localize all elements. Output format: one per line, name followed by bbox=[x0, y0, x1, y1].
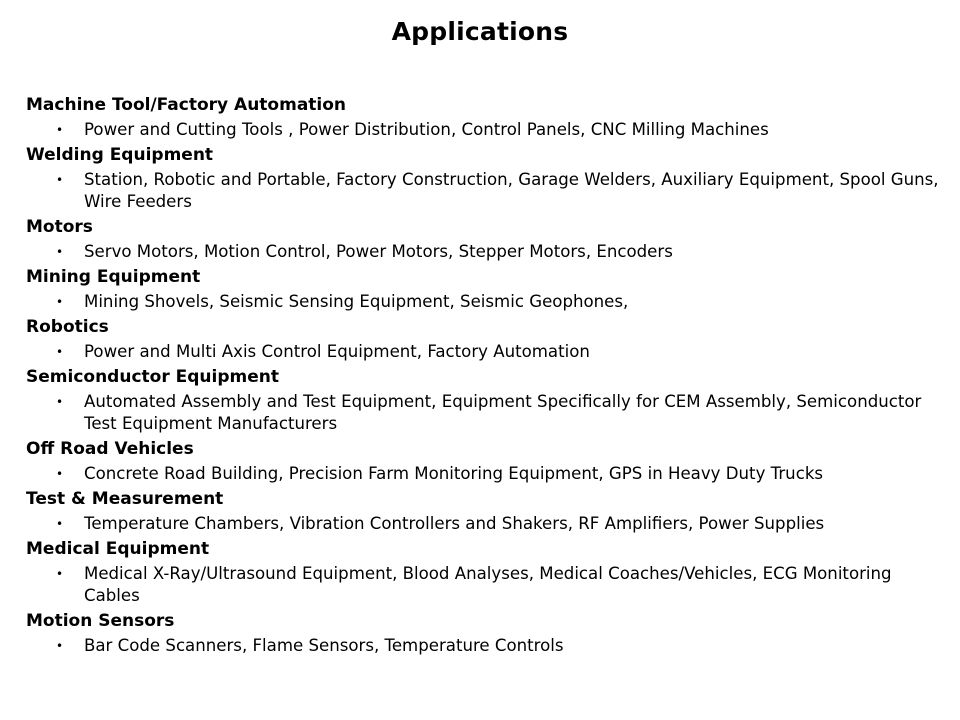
section-heading: Robotics bbox=[26, 317, 109, 337]
list-item bbox=[26, 169, 946, 213]
list-item-text: Mining Shovels, Seismic Sensing Equipment, Seismic Geophones, bbox=[84, 292, 629, 311]
bullet-list bbox=[26, 391, 946, 435]
bullet-icon: • bbox=[56, 467, 64, 481]
section-heading: Test & Measurement bbox=[26, 489, 224, 509]
bullet-icon: • bbox=[56, 395, 64, 409]
bullet-icon: • bbox=[56, 173, 64, 187]
list-item-text: Power and Cutting Tools , Power Distribution, Control Panels, CNC Milling Machines bbox=[84, 120, 769, 139]
list-item bbox=[26, 635, 946, 657]
list-item bbox=[26, 241, 946, 263]
list-item bbox=[26, 119, 946, 141]
bullet-icon: • bbox=[56, 245, 64, 259]
section-heading: Semiconductor Equipment bbox=[26, 367, 279, 387]
list-item-text: Station, Robotic and Portable, Factory Construction, Garage Welders, Auxiliary Equipment, Spool Guns, Wire Feeders bbox=[84, 170, 939, 211]
list-item bbox=[26, 463, 946, 485]
bullet-icon: • bbox=[56, 123, 64, 137]
bullet-list bbox=[26, 241, 946, 263]
list-item bbox=[26, 291, 946, 313]
page-title: Applications bbox=[391, 17, 569, 46]
list-item bbox=[26, 563, 946, 607]
bullet-icon: • bbox=[56, 345, 64, 359]
applications-list bbox=[26, 94, 946, 660]
list-item bbox=[26, 391, 946, 435]
list-item-text: Medical X-Ray/Ultrasound Equipment, Blood Analyses, Medical Coaches/Vehicles, ECG Monitoring Cables bbox=[84, 564, 892, 605]
bullet-list bbox=[26, 513, 946, 535]
bullet-list bbox=[26, 169, 946, 213]
list-item bbox=[26, 513, 946, 535]
bullet-list bbox=[26, 563, 946, 607]
section-heading: Motors bbox=[26, 217, 93, 237]
list-item-text: Temperature Chambers, Vibration Controllers and Shakers, RF Amplifiers, Power Supplies bbox=[84, 514, 825, 533]
bullet-list bbox=[26, 463, 946, 485]
section-heading: Off Road Vehicles bbox=[26, 439, 194, 459]
bullet-icon: • bbox=[56, 639, 64, 653]
list-item-text: Automated Assembly and Test Equipment, Equipment Specifically for CEM Assembly, Semiconductor Test Equipment Manufacturers bbox=[84, 392, 922, 433]
section-heading: Motion Sensors bbox=[26, 611, 175, 631]
section-heading: Medical Equipment bbox=[26, 539, 210, 559]
bullet-list bbox=[26, 119, 946, 141]
list-item bbox=[26, 341, 946, 363]
section-heading: Machine Tool/Factory Automation bbox=[26, 95, 347, 115]
section-heading: Welding Equipment bbox=[26, 145, 214, 165]
bullet-icon: • bbox=[56, 567, 64, 581]
bullet-list bbox=[26, 635, 946, 657]
bullet-list bbox=[26, 291, 946, 313]
bullet-icon: • bbox=[56, 295, 64, 309]
bullet-icon: • bbox=[56, 517, 64, 531]
bullet-list bbox=[26, 341, 946, 363]
list-item-text: Power and Multi Axis Control Equipment, Factory Automation bbox=[84, 342, 590, 361]
list-item-text: Bar Code Scanners, Flame Sensors, Temperature Controls bbox=[84, 636, 564, 655]
list-item-text: Concrete Road Building, Precision Farm Monitoring Equipment, GPS in Heavy Duty Trucks bbox=[84, 464, 824, 483]
list-item-text: Servo Motors, Motion Control, Power Motors, Stepper Motors, Encoders bbox=[84, 242, 673, 261]
section-heading: Mining Equipment bbox=[26, 267, 201, 287]
